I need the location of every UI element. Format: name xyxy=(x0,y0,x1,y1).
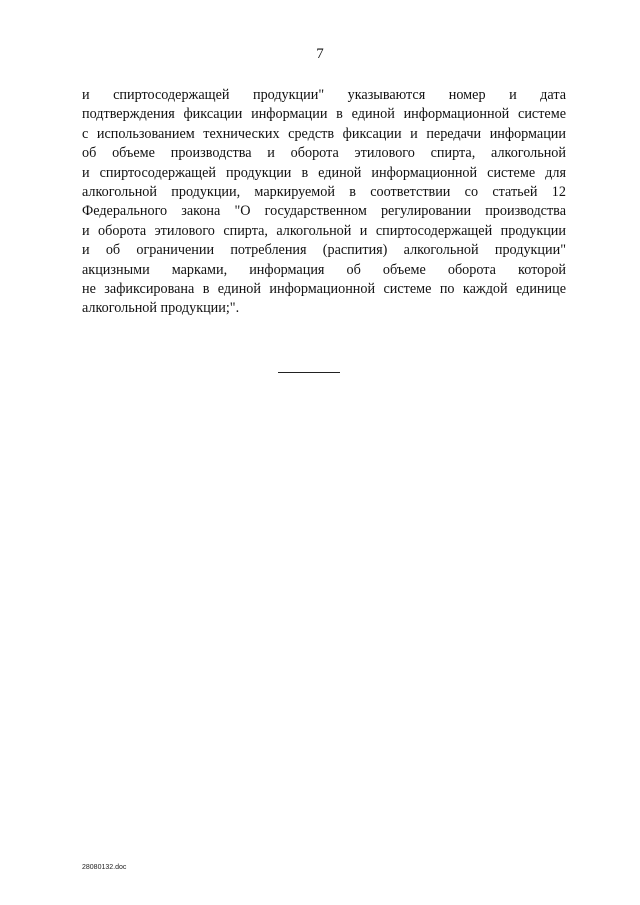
paragraph-line: акцизными марками, информация об объеме оборота которой xyxy=(82,261,566,278)
paragraph-line: Федерального закона "О государственном регулировании производства xyxy=(82,203,566,220)
paragraph-line: подтверждения фиксации информации в единой информационной системе xyxy=(82,106,566,123)
page-number: 7 xyxy=(316,46,324,62)
paragraph-line: и об ограничении потребления (распития) алкогольной продукции" xyxy=(82,242,566,259)
end-separator-line xyxy=(278,372,340,373)
paragraph-line: алкогольной продукции;". xyxy=(82,300,240,317)
paragraph-line: об объеме производства и оборота этилового спирта, алкогольной xyxy=(82,145,566,162)
body-paragraph xyxy=(82,86,566,319)
paragraph-line: и оборота этилового спирта, алкогольной и спиртосодержащей продукции xyxy=(82,222,566,239)
paragraph-line: с использованием технических средств фиксации и передачи информации xyxy=(82,125,566,142)
paragraph-line: не зафиксирована в единой информационной системе по каждой единице xyxy=(82,280,566,297)
paragraph-line: и спиртосодержащей продукции в единой информационной системе для xyxy=(82,164,566,181)
footer-filename: 28080132.doc xyxy=(82,864,127,871)
paragraph-line: и спиртосодержащей продукции" указываются номер и дата xyxy=(82,87,566,103)
paragraph-line: алкогольной продукции, маркируемой в соответствии со статьей 12 xyxy=(82,183,566,200)
